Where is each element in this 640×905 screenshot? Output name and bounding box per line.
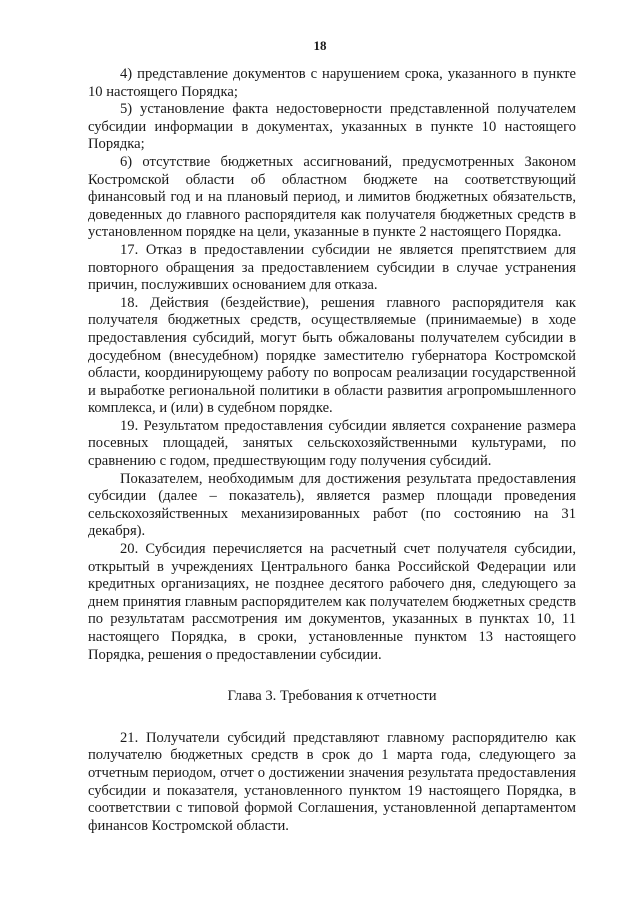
paragraph-item-6: 6) отсутствие бюджетных ассигнований, предусмотренных Законом Костромской области об областном бюджете на соответствующий финансовый год и на плановый период, и лимитов бюджетных обязательств, доведенных до главного распорядителя как получателя бюджетных средств в установленном порядке на цели, указанные в пункте 2 настоящего Порядка. — [88, 153, 576, 241]
paragraph-18: 18. Действия (бездействие), решения главного распорядителя как получателя бюджетных средств, осуществляемые (принимаемые) в ходе предоставления субсидий, могут быть обжалованы получателем субсидии в досудебном (внесудебном) порядке заместителю губернатора Костромской области, координирующему работу по вопросам реализации государственной и выработке региональной политики в области развития агропромышленного комплекса, и (или) в судебном порядке. — [88, 294, 576, 417]
paragraph-item-4: 4) представление документов с нарушением срока, указанного в пункте 10 настоящего Порядка; — [88, 66, 576, 100]
paragraph-19: 19. Результатом предоставления субсидии является сохранение размера посевных площадей, занятых сельскохозяйственными культурами, по сравнению с годом, предшествующим году получения субсидий. — [88, 417, 576, 470]
document-body — [88, 66, 576, 835]
paragraph-20: 20. Субсидия перечисляется на расчетный счет получателя субсидии, открытый в учреждениях Центрального банка Российской Федерации или кредитных организациях, не позднее десятого рабочего дня, следующего за днем принятия главным распорядителем как получателем бюджетных средств по результатам рассмотрения им документов, указанных в пунктах 10, 11 настоящего Порядка, в сроки, установленные пунктом 13 настоящего Порядка, решения о предоставлении субсидии. — [88, 541, 576, 663]
paragraph-indicator: Показателем, необходимым для достижения результата предоставления субсидии (далее – показатель), является размер площади проведения сельскохозяйственных механизированных работ (по состоянию на 31 декабря). — [88, 470, 576, 540]
paragraph-17: 17. Отказ в предоставлении субсидии не является препятствием для повторного обращения за предоставлением субсидии в случае устранения причин, послуживших основанием для отказа. — [88, 241, 576, 294]
chapter-heading: Глава 3. Требования к отчетности — [227, 688, 437, 705]
page-number: 18 — [313, 38, 327, 53]
paragraph-21: 21. Получатели субсидий представляют главному распорядителю как получателю бюджетных средств в срок до 1 марта года, следующего за отчетным периодом, отчет о достижении значения результата предоставления субсидии и показателя, установленного пунктом 19 настоящего Порядка, в соответствии с типовой формой Соглашения, установленной департаментом финансов Костромской области. — [88, 729, 576, 834]
paragraph-item-5: 5) установление факта недостоверности представленной получателем субсидии информации в документах, указанных в пункте 10 настоящего Порядка; — [88, 101, 576, 153]
